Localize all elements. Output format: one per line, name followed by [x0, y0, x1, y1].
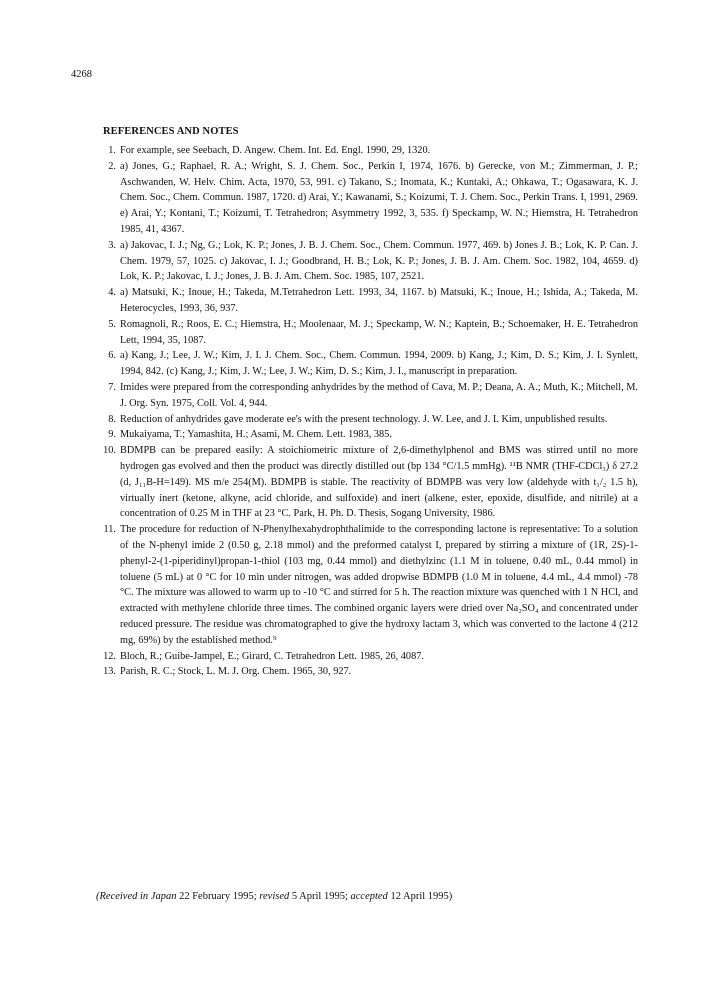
reference-text: Reduction of anhydrides gave moderate ee's with the present technology. J. W. Lee, and J. I. Kim, unpublished results.: [120, 413, 608, 425]
reference-number: 3.: [108, 239, 116, 251]
reference-number: 2.: [108, 160, 116, 172]
reference-text: Bloch, R.; Guibe-Jampel, E.; Girard, C. Tetrahedron Lett. 1985, 26, 4087.: [120, 650, 424, 662]
revised-label: revised: [259, 891, 290, 902]
reference-item: [96, 412, 638, 428]
reference-item: [96, 443, 638, 522]
reference-text: a) Jones, G.; Raphael, R. A.; Wright, S. J. Chem. Soc., Perkin I, 1974, 1676. b) Gerecke, von M.; Zimmerman, J. P.; Aschwanden, W. Helv. Chim. Acta, 1970, 53, 991. c) Takano, S.; Inomata, K.; Kuntaki, A.; Ohkawa, T.; Ogasawara, K. J. Chem. Soc., Chem. Commun. 1987, 1720. d) Arai, Y.; Kawanami, S.; Koizumi, T. J. Chem. Soc., Perkin Trans. I, 1991, 2969. e) Arai, Y.; Kontani, T.; Koizumi, T. Tetrahedron; Asymmetry 1992, 3, 535. f) Speckamp, W. N.; Hiemstra, H. Tetrahedron 1985, 41, 4367.: [120, 160, 638, 235]
reference-item: [96, 285, 638, 317]
reference-number: 1.: [108, 145, 116, 156]
reference-number: 11.: [103, 524, 116, 536]
reference-item: [96, 664, 638, 680]
accepted-label: accepted: [350, 891, 388, 902]
reference-item: [96, 238, 638, 285]
reference-text: BDMPB can be prepared easily: A stoichiometric mixture of 2,6-dimethylphenol and BMS was stirred until no more hydrogen gas evolved and then the product was directly distilled out (bp 134 °C/1.5 mmHg). ¹¹B NMR (THF-CDCl₃) δ 27.2 (d, J₁₁B-H=149). MS m/e 254(M). BDMPB is stable. The reactivity of BDMPB was very low (aldehyde with t₁/₂ 1.5 h), virtually inert (ketone, alkyne, acid chloride, and sulfoxide) and inert (alkene, ester, epoxide, disulfide, and nitrile) at a concentration of 0.25 M in THF at 23 °C. Park, H. Ph. D. Thesis, Sogang University, 1986.: [120, 445, 638, 520]
reference-number: 13.: [103, 666, 116, 678]
reference-item: [96, 143, 638, 159]
reference-item: [96, 317, 638, 349]
received-dates-footer: [96, 891, 452, 902]
reference-number: 10.: [103, 445, 116, 457]
reference-item: [96, 522, 638, 648]
references-heading: REFERENCES AND NOTES: [103, 126, 239, 137]
reference-number: 7.: [108, 381, 116, 393]
reference-text: Parish, R. C.; Stock, L. M. J. Org. Chem. 1965, 30, 927.: [120, 666, 352, 678]
reference-number: 8.: [108, 413, 116, 425]
reference-text: The procedure for reduction of N-Phenylhexahydrophthalimide to the corresponding lactone is representative: To a solution of the N-phenyl imide 2 (0.50 g, 2.18 mmol) and the preformed catalyst I, prepared by stirring a mixture of (1R, 2S)-1-phenyl-2-(1-piperidinyl)propan-1-thiol (103 mg, 0.44 mmol) and diethylzinc (1.1 M in toluene, 0.40 mL, 0.44 mmol) in toluene (5 mL) at 0 °C for 10 min under nitrogen, was added dropwise BDMPB (1.0 M in toluene, 4.4 mL, 4.4 mmol) -78 °C. The mixture was allowed to warm up to -10 °C and stirred for 5 h. The reaction mixture was quenched with 1 N HCl, and extracted with methylene chloride three times. The combined organic layers were dried over Na₂SO₄ and concentrated under reduced pressure. The residue was chromatographed to give the hydroxy lactam 3, which was converted to the lactone 4 (212 mg, 69%) by the established method.⁹: [120, 524, 638, 646]
reference-number: 5.: [108, 318, 116, 330]
reference-text: Mukaiyama, T.; Yamashita, H.; Asami, M. Chem. Lett. 1983, 385.: [120, 429, 392, 441]
reference-text: a) Matsuki, K.; Inoue, H.; Takeda, M.Tetrahedron Lett. 1993, 34, 1167. b) Matsuki, K.; Inoue, H.; Ishida, A.; Takeda, M. Heterocycles, 1993, 36, 937.: [120, 287, 638, 314]
accepted-date: 12 April: [390, 891, 426, 902]
reference-text: Romagnoli, R.; Roos, E. C.; Hiemstra, H.; Moolenaar, M. J.; Speckamp, W. N.; Kaptein, B.; Schoemaker, H. E. Tetrahedron Lett, 1994, 35, 1087.: [120, 318, 638, 346]
reference-number: 6.: [108, 350, 116, 362]
reference-item: [96, 649, 638, 665]
received-year: 1995;: [232, 891, 257, 902]
reference-text: Imides were prepared from the corresponding anhydrides by the method of Cava, M. P.; Deana, A. A.; Muth, K.; Mitchell, M. J. Org. Syn. 1975, Coll. Vol. 4, 944.: [120, 381, 638, 409]
reference-item: [96, 427, 638, 443]
received-label: Received in Japan: [99, 891, 177, 902]
reference-list: [96, 143, 638, 680]
reference-number: 4.: [108, 287, 116, 299]
reference-item: [96, 159, 638, 238]
reference-number: 12.: [103, 650, 116, 662]
reference-text: a) Jakovac, I. J.; Ng, G.; Lok, K. P.; Jones, J. B. J. Chem. Soc., Chem. Commun. 1977, 469. b) Jones J. B.; Lok, K. P. Can. J. Chem. 1979, 57, 1025. c) Jakovac, I. J.; Goodbrand, H. B.; Lok, K. P.; Jones, J. B. J. Am. Chem. Soc. 1982, 104, 4659. d) Lok, K. P.; Jakovac, I. J.; Jones, J. B. J. Am. Chem. Soc. 1985, 107, 2521.: [120, 239, 638, 283]
reference-number: 9.: [108, 429, 116, 441]
received-date: 22 February: [179, 891, 231, 902]
revised-date: 5 April: [291, 891, 322, 902]
accepted-year: 1995): [427, 891, 453, 902]
reference-text: For example, see Seebach, D. Angew. Chem. Int. Ed. Engl. 1990, 29, 1320.: [120, 145, 431, 156]
reference-text: a) Kang, J.; Lee, J. W.; Kim, J. I. J. Chem. Soc., Chem. Commun. 1994, 2009. b) Kang, J.; Kim, D. S.; Kim, J. I. Synlett, 1994, 842. (c) Kang, J.; Kim, J. W.; Lee, J. W.; Kim, D. S.; Kim, J. I., manuscript in preparation.: [120, 350, 638, 378]
footer-open-paren: (: [96, 891, 100, 902]
page-number: 4268: [71, 69, 92, 80]
reference-item: [96, 348, 638, 380]
reference-item: [96, 380, 638, 412]
revised-year: 1995;: [323, 891, 348, 902]
